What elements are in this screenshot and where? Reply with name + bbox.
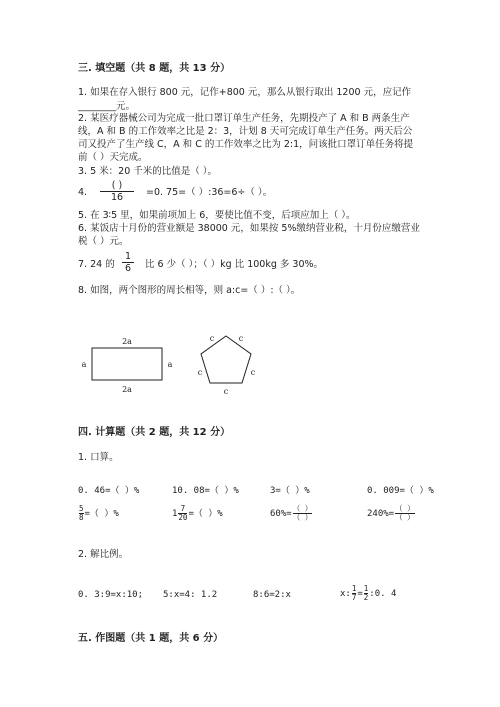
section-5-heading: 五. 作图题（共 1 题，共 6 分）: [78, 633, 224, 644]
oral-calc-item: 0. 46=（ ）%: [78, 486, 140, 496]
question-1-line-2: ________元。: [78, 101, 136, 112]
proportion-item: [340, 585, 396, 602]
pentagon-shape: [201, 336, 251, 383]
question-8: 8. 如图，两个图形的周长相等，则 a:c=（ ）:（ ）。: [78, 285, 301, 296]
oral-calc-item: [367, 505, 416, 522]
fraction-denominator: 16: [110, 192, 124, 203]
proportion-lead: x:: [340, 589, 351, 599]
rectangle-top-label: 2a: [122, 337, 132, 346]
section-4-heading: 四. 计算题（共 2 题，共 12 分）: [78, 427, 231, 438]
question-2-line-3: 司又投产了生产线 C，A 和 C 的工作效率之比为 2:1，问该批口罩订单任务将提: [78, 139, 414, 150]
oral-calc-item: [78, 505, 119, 522]
fraction-denominator: 6: [124, 263, 132, 274]
pentagon-side-label: c: [223, 387, 229, 396]
rectangle-shape: [92, 348, 162, 380]
question-7-fraction: [122, 251, 134, 274]
fraction-numerator: （ ）: [292, 504, 313, 513]
oral-calc-rest: =（ ）%: [188, 509, 223, 519]
oral-calc-item: [172, 505, 223, 522]
oral-calc-item: 0. 009=（ ）%: [367, 486, 434, 496]
fraction-denominator: 7: [351, 593, 357, 602]
calc-sub-2: 2. 解比例。: [78, 549, 129, 560]
fraction-denominator: 20: [178, 513, 188, 522]
pentagon-side-label: c: [250, 368, 256, 377]
fraction: [395, 505, 415, 522]
section-3-heading: 三. 填空题（共 8 题，共 13 分）: [78, 63, 231, 74]
fraction-numerator: 1: [124, 251, 132, 262]
fraction-numerator: （ ）: [395, 504, 415, 513]
question-3: 3. 5 米：20 千米的比值是（ ）。: [78, 166, 218, 177]
fraction-numerator: ( ): [111, 180, 123, 191]
question-4-fraction: [100, 180, 134, 203]
fraction-denominator: （ ）: [395, 513, 415, 522]
pentagon-side-label: c: [238, 334, 244, 343]
oral-calc-item: [270, 505, 313, 522]
proportion-tail: :0. 4: [369, 589, 397, 599]
fraction-numerator: 1: [351, 584, 357, 593]
fraction-numerator: 5: [79, 504, 84, 513]
question-6-line-2: 税（ ）元。: [78, 236, 129, 247]
question-4-rest: =0. 75=（ ）:36=6÷（ ）。: [146, 187, 273, 198]
question-4-number: 4.: [78, 187, 88, 198]
fraction: [352, 585, 357, 602]
proportion-item: 5:x=4: 1.2: [163, 590, 218, 600]
fraction-denominator: 8: [79, 513, 84, 522]
fraction-numerator: 1: [363, 584, 369, 593]
pentagon-side-label: c: [209, 334, 215, 343]
fraction: [364, 585, 369, 602]
oral-calc-lead: 60%=: [270, 509, 292, 519]
rectangle-bottom-label: 2a: [122, 385, 132, 394]
rectangle-right-label: a: [167, 360, 173, 369]
pentagon-side-label: c: [197, 368, 203, 377]
oral-calc-rest: =（ ）%: [84, 509, 119, 519]
oral-calc-item: 3=（ ）%: [270, 486, 310, 496]
rectangle-left-label: a: [81, 360, 87, 369]
oral-calc-lead: 240%=: [367, 509, 395, 519]
question-6-line-1: 6. 某饭店十月份的营业额是 38000 元，如果按 5%缴纳营业税，十月份应缴营业: [78, 223, 420, 234]
fraction: [178, 505, 187, 522]
proportion-item: 8:6=2:x: [253, 590, 291, 600]
mixed-number-whole: 1: [172, 509, 178, 519]
question-8-figure: [78, 330, 278, 400]
question-5: 5. 在 3∶5 里，如果前项加上 6，要使比值不变，后项应加上（ ）。: [78, 210, 356, 221]
question-7-start: 7. 24 的: [78, 259, 115, 270]
proportion-item: 0. 3:9=x:10;: [78, 590, 144, 600]
proportion-equals: =: [357, 589, 363, 599]
fraction: [293, 505, 313, 522]
fraction: [79, 505, 84, 522]
calc-sub-1: 1. 口算。: [78, 452, 119, 463]
question-2-line-1: 2. 某医疗器械公司为完成一批口罩订单生产任务，先期投产了 A 和 B 两条生产: [78, 113, 410, 124]
question-2-line-4: 前（ ）天完成。: [78, 152, 148, 163]
fraction-numerator: 7: [180, 504, 186, 513]
question-1-line-1: 1. 如果在存入银行 800 元，记作+800 元，那么从银行取出 1200 元，应记作: [78, 87, 412, 98]
fraction-denominator: 2: [363, 593, 369, 602]
question-7-rest: 比 6 少（ ）；（ ）kg 比 100kg 多 30%。: [145, 259, 324, 270]
fraction-denominator: （ ）: [292, 513, 313, 522]
question-2-line-2: 线，A 和 B 的工作效率之比是 2：3，计划 8 天可完成订单生产任务。两天后公: [78, 126, 413, 137]
oral-calc-item: 10. 08=（ ）%: [172, 486, 239, 496]
